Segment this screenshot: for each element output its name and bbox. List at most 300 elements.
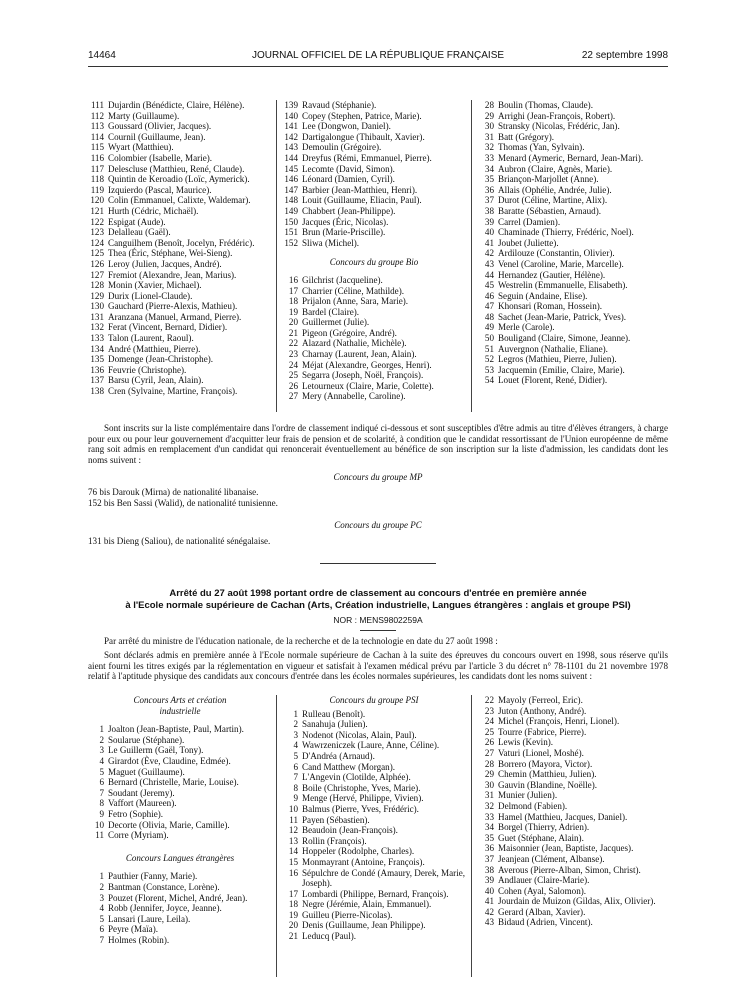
- candidate-name: Letourneux (Claire, Marie, Colette).: [302, 380, 434, 391]
- list-item: [478, 759, 668, 770]
- arts-heading: Concours Arts et création industrielle: [133, 695, 227, 716]
- list-item: [88, 354, 272, 365]
- list-item: [282, 920, 466, 931]
- candidate-name: Brun (Marie-Priscille).: [302, 227, 386, 238]
- rank-number: 142: [284, 131, 298, 142]
- candidate-name: Juton (Anthony, André).: [498, 705, 587, 716]
- bottom-column-3: [478, 695, 668, 928]
- rank-number: 47: [484, 301, 494, 312]
- rank-number: 136: [90, 364, 104, 375]
- list-item: [282, 751, 466, 762]
- rank-number: 145: [284, 163, 298, 174]
- candidate-name: Gilchrist (Jacqueline).: [302, 274, 383, 285]
- nor-reference: NOR : MENS9802259A: [333, 615, 423, 625]
- candidate-name: Carrel (Damien).: [498, 216, 561, 227]
- candidate-name: Bouligand (Claire, Simone, Jeanne).: [498, 333, 631, 344]
- list-item: [478, 843, 668, 854]
- candidate-name: Vaffort (Maureen).: [108, 798, 177, 809]
- candidate-name: L'Angevin (Clotilde, Alphée).: [302, 772, 411, 783]
- rank-number: 138: [90, 386, 104, 397]
- list-item: [88, 871, 272, 882]
- candidate-name: Bidaud (Adrien, Vincent).: [498, 917, 593, 928]
- rank-number: 42: [484, 906, 494, 917]
- list-item: [282, 238, 466, 249]
- rank-number: 140: [284, 110, 298, 121]
- candidate-name: Mayoly (Ferreol, Eric).: [498, 695, 583, 705]
- rank-number: 2: [293, 719, 298, 730]
- mp-list: [88, 487, 278, 508]
- list-item: [282, 857, 466, 868]
- list-item: [282, 910, 466, 921]
- rank-number: 124: [90, 237, 104, 248]
- candidate-name: Ardilouze (Constantin, Olivier).: [498, 248, 615, 259]
- list-item: [88, 185, 272, 196]
- candidate-name: Rollin (François).: [302, 835, 367, 846]
- list-item: [88, 365, 272, 376]
- candidate-name: Guillermet (Julie).: [302, 317, 370, 328]
- rank-number: 16: [288, 867, 298, 878]
- rank-number: 21: [288, 931, 298, 942]
- list-item: [478, 769, 668, 780]
- rank-number: 37: [484, 195, 494, 206]
- rank-number: 118: [90, 174, 104, 185]
- list-item: [282, 772, 466, 783]
- candidate-name: Andlauer (Claire-Marie).: [498, 875, 590, 886]
- list-item: [88, 111, 272, 122]
- list-item: [478, 354, 668, 365]
- candidate-name: Colin (Emmanuel, Calixte, Waldemar).: [108, 195, 251, 206]
- list-item: [478, 737, 668, 748]
- list-item: [88, 206, 272, 217]
- list-item: [282, 185, 466, 196]
- pc-line: 131 bis Dieng (Saliou), de nationalité sénégalaise.: [88, 536, 271, 546]
- list-item: [282, 206, 466, 217]
- rank-number: 111: [91, 100, 104, 110]
- list-item: [282, 793, 466, 804]
- rank-number: 150: [284, 216, 298, 227]
- rank-number: 48: [484, 311, 494, 322]
- rank-number: 54: [484, 375, 494, 386]
- candidate-name: Fremiot (Alexandre, Jean, Marius).: [108, 269, 237, 280]
- candidate-name: Jacques (Éric, Nicolas).: [302, 216, 389, 227]
- candidate-name: Hernandez (Gautier, Hélène).: [498, 269, 606, 280]
- arrete-title-line-1: Arrêté du 27 août 1998 portant ordre de classement au concours d'entrée en première année: [169, 588, 587, 599]
- candidate-name: Joubet (Juliette).: [498, 237, 559, 248]
- header-rule: [88, 66, 668, 67]
- rank-number: 5: [293, 750, 298, 761]
- list-item: [282, 783, 466, 794]
- candidate-name: Delmond (Fabien).: [498, 800, 568, 811]
- list-item: [478, 907, 668, 918]
- list-item: [88, 227, 272, 238]
- list-item: [478, 270, 668, 281]
- candidate-name: Corre (Myriam).: [108, 830, 169, 841]
- rank-number: 23: [288, 349, 298, 360]
- list-item: [88, 767, 272, 778]
- candidate-name: Sachet (Jean-Marie, Patrick, Yves).: [498, 311, 627, 322]
- candidate-name: Girardot (Ève, Claudine, Edmée).: [108, 755, 231, 766]
- candidate-name: Louet (Florent, René, Didier).: [498, 375, 608, 386]
- rank-number: 34: [484, 163, 494, 174]
- candidate-name: Briançon-Marjollet (Anne).: [498, 174, 599, 185]
- langues-heading: Concours Langues étrangères: [125, 852, 235, 863]
- candidate-name: Mery (Annabelle, Caroline).: [302, 391, 406, 402]
- candidate-name: Borgel (Thierry, Adrien).: [498, 822, 590, 833]
- section-separator: [320, 563, 436, 564]
- list-item: [282, 815, 466, 826]
- rank-number: 20: [288, 920, 298, 931]
- candidate-name: Arrighi (Jean-François, Robert).: [498, 110, 616, 121]
- list-item: [282, 889, 466, 900]
- rank-number: 14: [288, 846, 298, 857]
- candidate-name: Lee (Dongwon, Daniel).: [302, 121, 391, 132]
- list-item: [478, 174, 668, 185]
- list-item: [478, 312, 668, 323]
- candidate-name: Dreyfus (Rémi, Emmanuel, Pierre).: [302, 152, 432, 163]
- candidate-name: Louit (Guillaume, Eliacin, Paul).: [302, 195, 422, 206]
- rank-number: 33: [484, 811, 494, 822]
- candidate-name: Guet (Stéphane, Alain).: [498, 832, 584, 843]
- rank-number: 22: [484, 695, 494, 705]
- candidate-name: Colombier (Isabelle, Marie).: [108, 152, 213, 163]
- rank-number: 7: [99, 787, 104, 798]
- rank-number: 129: [90, 290, 104, 301]
- list-item: [478, 790, 668, 801]
- list-item: [282, 360, 466, 371]
- list-item: [282, 317, 466, 328]
- list-item: [282, 296, 466, 307]
- rank-number: 35: [484, 174, 494, 185]
- list-item: [88, 322, 272, 333]
- candidate-name: Robb (Jennifer, Joyce, Jeanne).: [108, 903, 222, 914]
- rank-number: 1: [99, 724, 104, 735]
- list-item: [88, 745, 272, 756]
- candidate-name: Talon (Laurent, Raoul).: [108, 333, 194, 344]
- list-item: [478, 121, 668, 132]
- list-item: [478, 280, 668, 291]
- list-item: [88, 935, 272, 946]
- list-item: [88, 195, 272, 206]
- rank-number: 1: [99, 871, 104, 882]
- list-item: [88, 280, 272, 291]
- candidate-name: Gauvin (Blandine, Noëlle).: [498, 779, 597, 790]
- list-item: [88, 375, 272, 386]
- rank-number: 25: [484, 726, 494, 737]
- list-item: [88, 238, 272, 249]
- candidate-name: Dujardin (Bénédicte, Claire, Hélène).: [108, 100, 245, 110]
- list-item: [88, 100, 272, 111]
- candidate-name: Bantman (Constance, Lorène).: [108, 881, 220, 892]
- candidate-name: Guilleu (Pierre-Nicolas).: [302, 909, 393, 920]
- list-item: [282, 730, 466, 741]
- rank-number: 21: [288, 327, 298, 338]
- list-item: [88, 756, 272, 767]
- rank-number: 11: [95, 830, 104, 841]
- rank-number: 128: [90, 280, 104, 291]
- candidate-name: Sanahuja (Julien).: [302, 719, 368, 730]
- list-item: [282, 338, 466, 349]
- mp-line: 76 bis Darouk (Mirna) de nationalité libanaise.: [88, 487, 259, 497]
- list-item: [282, 804, 466, 815]
- rank-number: 137: [90, 375, 104, 386]
- top-column-3: [478, 100, 668, 386]
- list-item: [282, 328, 466, 339]
- candidate-name: Charrier (Céline, Mathilde).: [302, 285, 405, 296]
- list-item: [478, 164, 668, 175]
- candidate-name: Prijalon (Anne, Sara, Marie).: [302, 296, 409, 307]
- candidate-name: Maisonnier (Jean, Baptiste, Jacques).: [498, 843, 634, 854]
- list-item: [478, 917, 668, 928]
- rank-number: 115: [90, 142, 104, 153]
- list-item: [88, 121, 272, 132]
- rank-number: 28: [484, 758, 494, 769]
- rank-number: 27: [288, 391, 298, 402]
- rank-number: 24: [288, 359, 298, 370]
- candidate-name: Chabbert (Jean-Philippe).: [302, 205, 396, 216]
- page-header: [88, 50, 668, 64]
- list-item: [282, 762, 466, 773]
- journal-title: JOURNAL OFFICIEL DE LA RÉPUBLIQUE FRANÇAISE: [251, 50, 505, 61]
- candidate-name: Sépulchre de Condé (Amaury, Derek, Marie, Joseph).: [302, 867, 466, 889]
- candidate-name: Borrero (Mayora, Victor).: [498, 758, 593, 769]
- list-item: [478, 365, 668, 376]
- list-item: [282, 286, 466, 297]
- candidate-name: Charnay (Laurent, Jean, Alain).: [302, 349, 417, 360]
- candidate-name: Hoppeler (Rodolphe, Charles).: [302, 846, 415, 857]
- rank-number: 6: [99, 924, 104, 935]
- list-item: [478, 801, 668, 812]
- candidate-name: Wawrzeniczek (Laure, Anne, Céline).: [302, 740, 440, 751]
- candidate-name: Léonard (Damien, Cyril).: [302, 174, 395, 185]
- candidate-name: Bernard (Christelle, Marie, Louise).: [108, 777, 239, 788]
- rank-number: 1: [293, 708, 298, 719]
- list-item: [88, 301, 272, 312]
- rank-number: 8: [99, 798, 104, 809]
- rank-number: 3: [293, 729, 298, 740]
- list-item: [282, 121, 466, 132]
- rank-number: 4: [99, 903, 104, 914]
- list-item: [478, 333, 668, 344]
- candidate-name: Soularue (Stéphane).: [108, 734, 185, 745]
- list-item: [478, 111, 668, 122]
- candidate-name: Dartigalongue (Thibault, Xavier).: [302, 131, 425, 142]
- column-divider: [276, 695, 277, 977]
- rank-number: 9: [99, 808, 104, 819]
- candidate-name: Nodenot (Nicolas, Alain, Paul).: [302, 729, 417, 740]
- rank-number: 22: [288, 338, 298, 349]
- list-item: [88, 924, 272, 935]
- rank-number: 133: [90, 333, 104, 344]
- list-item: [478, 238, 668, 249]
- candidate-name: Durot (Céline, Martine, Alix).: [498, 195, 608, 206]
- rank-number: 46: [484, 290, 494, 301]
- candidate-name: Espigat (Aude).: [108, 216, 166, 227]
- list-item: [478, 822, 668, 833]
- rank-number: 43: [484, 917, 494, 928]
- psi-heading: Concours du groupe PSI: [329, 695, 419, 705]
- rank-number: 4: [99, 755, 104, 766]
- list-item: [88, 153, 272, 164]
- rank-number: 12: [288, 825, 298, 836]
- candidate-name: Izquierdo (Pascal, Maurice).: [108, 184, 212, 195]
- list-item: [88, 820, 272, 831]
- candidate-name: Quintin de Keroadio (Loïc, Aymerick).: [108, 174, 250, 185]
- candidate-name: Averous (Pierre-Alban, Simon, Christ).: [498, 864, 641, 875]
- rank-number: 135: [90, 354, 104, 365]
- candidate-name: Beaudoin (Jean-François).: [302, 825, 398, 836]
- rank-number: 4: [293, 740, 298, 751]
- candidate-name: Segarra (Joseph, Noël, François).: [302, 370, 424, 381]
- candidate-name: Decorte (Olivia, Marie, Camille).: [108, 819, 230, 830]
- rank-number: 17: [288, 888, 298, 899]
- rank-number: 139: [284, 100, 298, 110]
- candidate-name: Canguilhem (Benoît, Jocelyn, Frédéric).: [108, 237, 255, 248]
- bottom-column-2: [282, 695, 466, 942]
- list-item: [88, 217, 272, 228]
- rank-number: 10: [288, 803, 298, 814]
- candidate-name: Boile (Christophe, Yves, Marie).: [302, 782, 421, 793]
- top-column-1: [88, 100, 272, 397]
- candidate-name: Maguet (Guillaume).: [108, 766, 185, 777]
- rank-number: 13: [288, 835, 298, 846]
- rank-number: 6: [99, 777, 104, 788]
- list-item: [282, 931, 466, 942]
- candidate-name: Barbier (Jean-Matthieu, Henri).: [302, 184, 418, 195]
- list-item: [282, 349, 466, 360]
- rank-number: 19: [288, 306, 298, 317]
- candidate-name: Merle (Carole).: [498, 322, 555, 333]
- list-item: [478, 780, 668, 791]
- list-item: [88, 903, 272, 914]
- candidate-name: Soudant (Jeremy).: [108, 787, 175, 798]
- candidate-name: Aranzana (Manuel, Armand, Pierre).: [108, 311, 242, 322]
- rank-number: 45: [484, 280, 494, 291]
- rank-number: 52: [484, 354, 494, 365]
- candidate-name: Aubron (Claire, Agnès, Marie).: [498, 163, 613, 174]
- list-item: [282, 275, 466, 286]
- candidate-name: Chaminade (Thierry, Frédéric, Noel).: [498, 227, 634, 238]
- candidate-name: Westrelin (Emmanuelle, Elisabeth).: [498, 280, 628, 291]
- arrete-title: [88, 588, 668, 611]
- list-item: [88, 882, 272, 893]
- candidate-name: Khonsari (Roman, Hossein).: [498, 301, 603, 312]
- candidate-name: Ravaud (Stéphanie).: [302, 100, 377, 110]
- list-item: [282, 132, 466, 143]
- list-item: [478, 217, 668, 228]
- arrete-para-2: Sont déclarés admis en première année à l'Ecole normale supérieure de Cachan à la suite des épreuves du concours ouvert en 1998, sous réserve qu'ils aient fourni les titres exigés par la réglementation en vigueur et satisfait à l'examen médical prévu par l'article 3 du décret n° 78-1101 du 21 novembre 1978 relatif à l'aptitude physique des candidats aux concours d'entrée dans les écoles normales supérieures, les candidats dont les noms suivent :: [88, 650, 668, 682]
- rank-number: 20: [288, 317, 298, 328]
- list-item: [478, 706, 668, 717]
- rank-number: 7: [99, 934, 104, 945]
- rank-number: 38: [484, 205, 494, 216]
- candidate-name: Bardel (Claire).: [302, 306, 360, 317]
- rank-number: 30: [484, 779, 494, 790]
- list-item: [478, 812, 668, 823]
- rank-number: 36: [484, 184, 494, 195]
- list-item: [88, 809, 272, 820]
- list-item: [478, 875, 668, 886]
- candidate-name: Marty (Guillaume).: [108, 110, 180, 121]
- candidate-name: Lecomte (David, Simon).: [302, 163, 395, 174]
- column-divider: [471, 100, 472, 412]
- candidate-name: Allais (Ophélie, Andrée, Julie).: [498, 184, 612, 195]
- candidate-name: Jacquemin (Emilie, Claire, Marie).: [498, 364, 625, 375]
- candidate-name: Menard (Aymeric, Bernard, Jean-Mari).: [498, 152, 644, 163]
- rank-number: 5: [99, 766, 104, 777]
- list-item: [478, 132, 668, 143]
- rank-number: 123: [90, 227, 104, 238]
- rank-number: 34: [484, 822, 494, 833]
- column-divider: [276, 100, 277, 412]
- candidate-name: Munier (Julien).: [498, 790, 558, 801]
- rank-number: 23: [484, 705, 494, 716]
- candidate-name: Auvergnon (Nathalie, Eliane).: [498, 343, 608, 354]
- list-item: [282, 825, 466, 836]
- candidate-name: Gauchard (Pierre-Alexis, Mathieu).: [108, 301, 238, 312]
- candidate-name: Pauthier (Fanny, Marie).: [108, 871, 198, 882]
- list-item: [478, 153, 668, 164]
- list-item: [88, 724, 272, 735]
- candidate-name: Feuvrie (Christophe).: [108, 364, 187, 375]
- page-number: 14464: [88, 50, 116, 61]
- list-item: [478, 206, 668, 217]
- rank-number: 40: [484, 227, 494, 238]
- column-divider: [471, 695, 472, 977]
- rank-number: 35: [484, 832, 494, 843]
- candidate-name: Thomas (Yan, Sylvain).: [498, 142, 585, 153]
- list-item: [88, 164, 272, 175]
- candidate-name: Menge (Hervé, Philippe, Vivien).: [302, 793, 424, 804]
- rank-number: 134: [90, 343, 104, 354]
- candidate-name: Alazard (Nathalie, Michèle).: [302, 338, 407, 349]
- candidate-name: Holmes (Robin).: [108, 934, 170, 945]
- candidate-name: Leroy (Julien, Jacques, André).: [108, 258, 222, 269]
- rank-number: 130: [90, 301, 104, 312]
- list-item: [282, 709, 466, 720]
- candidate-name: Thea (Éric, Stéphane, Wei-Sieng).: [108, 248, 233, 259]
- list-item: [478, 100, 668, 111]
- rank-number: 126: [90, 258, 104, 269]
- list-item: [88, 132, 272, 143]
- list-item: [88, 259, 272, 270]
- rank-number: 3: [99, 892, 104, 903]
- list-item: [88, 386, 272, 397]
- rank-number: 151: [284, 227, 298, 238]
- candidate-name: Cohen (Ayal, Salomon).: [498, 885, 587, 896]
- rank-number: 131: [90, 311, 104, 322]
- rank-number: 36: [484, 843, 494, 854]
- candidate-name: Copey (Stephen, Patrice, Marie).: [302, 110, 422, 121]
- candidate-name: Batt (Grégory).: [498, 131, 555, 142]
- list-item: [88, 142, 272, 153]
- complement-paragraph: Sont inscrits sur la liste complémentaire dans l'ordre de classement indiqué ci-dessous et sont susceptibles d'être admis au titre d'élèves étrangers, à charge pour eux ou pour leur gouvernement d'acquitter leur frais de pension et de scolarité, à condition que le candidat ressortissant de l'Union européenne de même rang soit admis en remplacement d'un candidat qui renoncerait éventuellement au bénéfice de son inscription sur la liste d'admission, les candidats dont les noms suivent :: [88, 423, 668, 465]
- rank-number: 18: [288, 296, 298, 307]
- list-item: [478, 695, 668, 706]
- list-item: [478, 833, 668, 844]
- list-item: [282, 153, 466, 164]
- arrete-title-line-2: à l'Ecole normale supérieure de Cachan (Arts, Création industrielle, Langues étrangères : anglais et groupe PSI): [125, 599, 631, 611]
- candidate-name: Pouzet (Florent, Michel, André, Jean).: [108, 892, 248, 903]
- candidate-name: Rulleau (Benoît).: [302, 708, 366, 719]
- list-item: [282, 174, 466, 185]
- rank-number: 39: [484, 875, 494, 886]
- bottom-column-1: [88, 695, 272, 945]
- list-item: [282, 899, 466, 910]
- rank-number: 152: [284, 237, 298, 248]
- candidate-name: Boulin (Thomas, Claude).: [498, 100, 593, 110]
- candidate-name: Hurth (Cédric, Michaël).: [108, 205, 199, 216]
- rank-number: 144: [284, 152, 298, 163]
